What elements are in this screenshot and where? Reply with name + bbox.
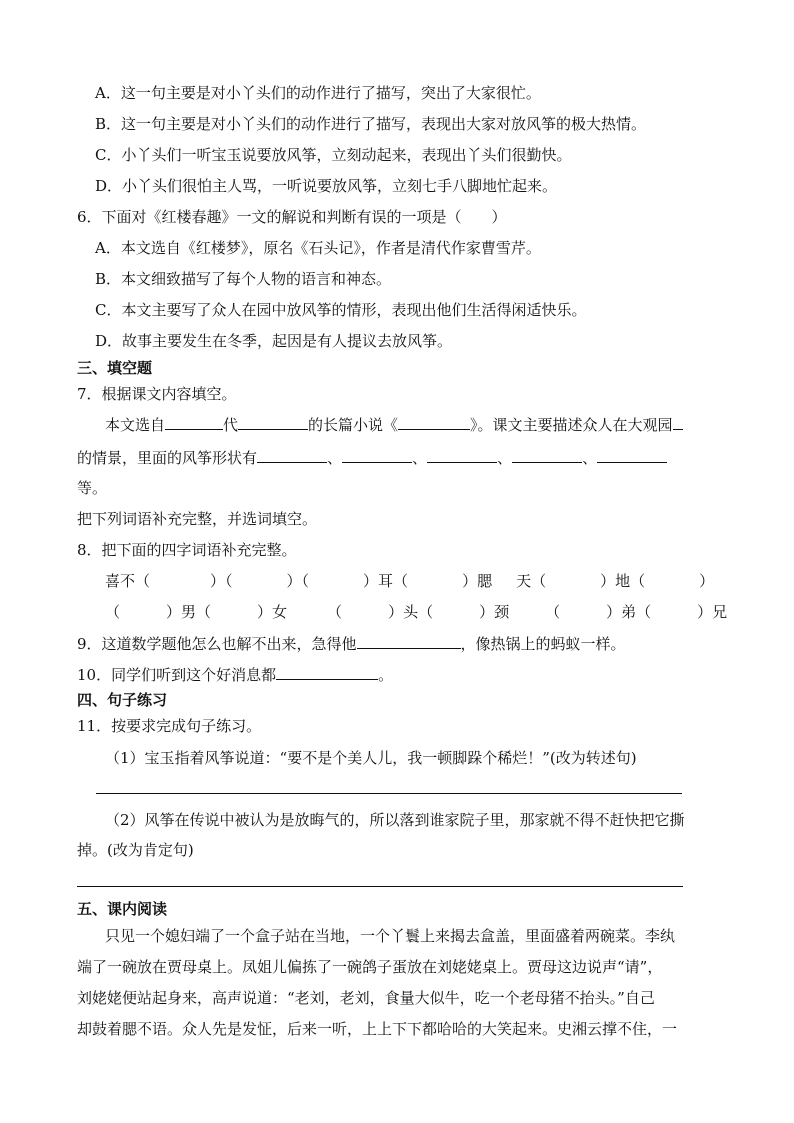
section5-title: 五、课内阅读 — [77, 900, 168, 918]
q8-text: ）耳（ — [363, 572, 409, 590]
q5-option-b: B．这一句主要是对小丫头们的动作进行了描写，表现出大家对放风筝的极大热情。 — [95, 115, 647, 133]
q7-line1 — [105, 414, 683, 435]
blank-kite-4[interactable] — [512, 447, 582, 463]
q8-row2 — [105, 602, 727, 622]
q11-1: （1）宝玉指着风筝说道：“要不是个美人儿，我一顿脚跺个稀烂！”(改为转述句) — [105, 749, 637, 767]
q5-option-a: A．这一句主要是对小丫头们的动作进行了描写，突出了大家很忙。 — [95, 84, 541, 102]
q8-text: ） — [699, 572, 715, 590]
blank-kite-5[interactable] — [597, 447, 667, 463]
q6-option-d: D．故事主要发生在冬季，起因是有人提议去放风筝。 — [95, 332, 453, 350]
q7-line2 — [77, 447, 667, 468]
q6-option-c: C．本文主要写了众人在园中放风筝的情形，表现出他们生活得闲适快乐。 — [95, 301, 587, 319]
q9 — [77, 633, 626, 654]
q10 — [77, 664, 393, 685]
passage-line-2: 端了一碗放在贾母桌上。凤姐儿偏拣了一碗鸽子蛋放在刘姥姥桌上。贾母这边说声“请”， — [77, 958, 663, 976]
separator: 、 — [327, 449, 343, 467]
blank-tail[interactable] — [673, 414, 683, 430]
passage-line-1: 只见一个媳妇端了一个盒子站在当地，一个丫鬟上来揭去盒盖，里面盛着两碗菜。李纨 — [105, 927, 676, 945]
q8-text: ）头（ — [388, 603, 434, 621]
q8-row1 — [105, 571, 714, 591]
q7-extra: 把下列词语补充完整，并选词填空。 — [77, 510, 318, 528]
blank-author[interactable] — [238, 414, 308, 430]
q7-line3: 等。 — [77, 479, 108, 497]
q5-option-c: C．小丫头们一听宝玉说要放风筝，立刻动起来，表现出丫头们很勤快。 — [95, 146, 572, 164]
section3-title: 三、填空题 — [77, 359, 153, 377]
q10-blank[interactable] — [276, 664, 378, 680]
q8-text: ）颈 — [479, 603, 510, 621]
q8-text: ）弟（ — [606, 603, 652, 621]
blank-kite-1[interactable] — [257, 447, 327, 463]
q9-text: ，像热锅上的蚂蚁一样。 — [460, 635, 626, 653]
q6-option-a: A．本文选自《红楼梦》，原名《石头记》，作者是清代作家曹雪芹。 — [95, 239, 541, 257]
q8-text: ）男（ — [166, 603, 212, 621]
q6-option-b: B．本文细致描写了每个人物的语言和神态。 — [95, 270, 392, 288]
q8-text: 喜不（ — [105, 572, 151, 590]
q7-text: 本文选自 — [105, 416, 166, 434]
q8-text: 天（ — [516, 572, 547, 590]
separator: 、 — [497, 449, 513, 467]
q11-2-line1: （2）风筝在传说中被认为是放晦气的，所以落到谁家院子里，那家就不得不赶快把它撕 — [105, 811, 685, 829]
q5-option-d: D．小丫头们很怕主人骂，一听说要放风筝，立刻七手八脚地忙起来。 — [95, 177, 558, 195]
q11-1-answer-line[interactable] — [96, 793, 682, 794]
q9-text: 9．这道数学题他怎么也解不出来，急得他 — [77, 635, 357, 653]
passage-line-4: 却鼓着腮不语。众人先是发怔，后来一听，上上下下都哈哈的大笑起来。史湘云撑不住，一 — [77, 1020, 678, 1038]
q8-text: ）（ — [286, 572, 310, 590]
q8-text: ）腮 — [462, 572, 493, 590]
q8-text: （ — [327, 603, 343, 621]
q7-text: 》。课文主要描述众人在大观园 — [470, 416, 673, 434]
q8-text: （ — [105, 603, 121, 621]
q10-text: 。 — [378, 666, 394, 684]
q8-text: ）女 — [257, 603, 288, 621]
q7-text: 代 — [223, 416, 239, 434]
blank-kite-2[interactable] — [342, 447, 412, 463]
q11-2-answer-line[interactable] — [77, 886, 683, 887]
section4-title: 四、句子练习 — [77, 691, 168, 709]
q11-stem: 11．按要求完成句子练习。 — [77, 717, 262, 735]
blank-kite-3[interactable] — [427, 447, 497, 463]
q6-stem: 6．下面对《红楼春趣》一文的解说和判断有误的一项是（ ） — [77, 208, 507, 226]
passage-line-3: 刘姥姥便站起身来，高声说道：“老刘，老刘，食量大似牛，吃一个老母猪不抬头。”自己 — [77, 989, 655, 1007]
q10-text: 10．同学们听到这个好消息都 — [77, 666, 277, 684]
q9-blank[interactable] — [357, 633, 461, 649]
q7-stem: 7．根据课文内容填空。 — [77, 385, 237, 403]
q8-text: （ — [545, 603, 561, 621]
q11-2-line2: 掉。(改为肯定句) — [77, 841, 194, 859]
separator: 、 — [582, 449, 598, 467]
q8-text: ）兄 — [697, 603, 728, 621]
q8-stem: 8．把下面的四字词语补充完整。 — [77, 541, 297, 559]
blank-novel[interactable] — [398, 414, 470, 430]
q7-text: 的长篇小说《 — [308, 416, 399, 434]
q8-text: ）（ — [210, 572, 233, 590]
blank-dynasty[interactable] — [165, 414, 223, 430]
q8-text: ）地（ — [600, 572, 646, 590]
separator: 、 — [412, 449, 428, 467]
q7-text: 的情景，里面的风筝形状有 — [77, 449, 258, 467]
